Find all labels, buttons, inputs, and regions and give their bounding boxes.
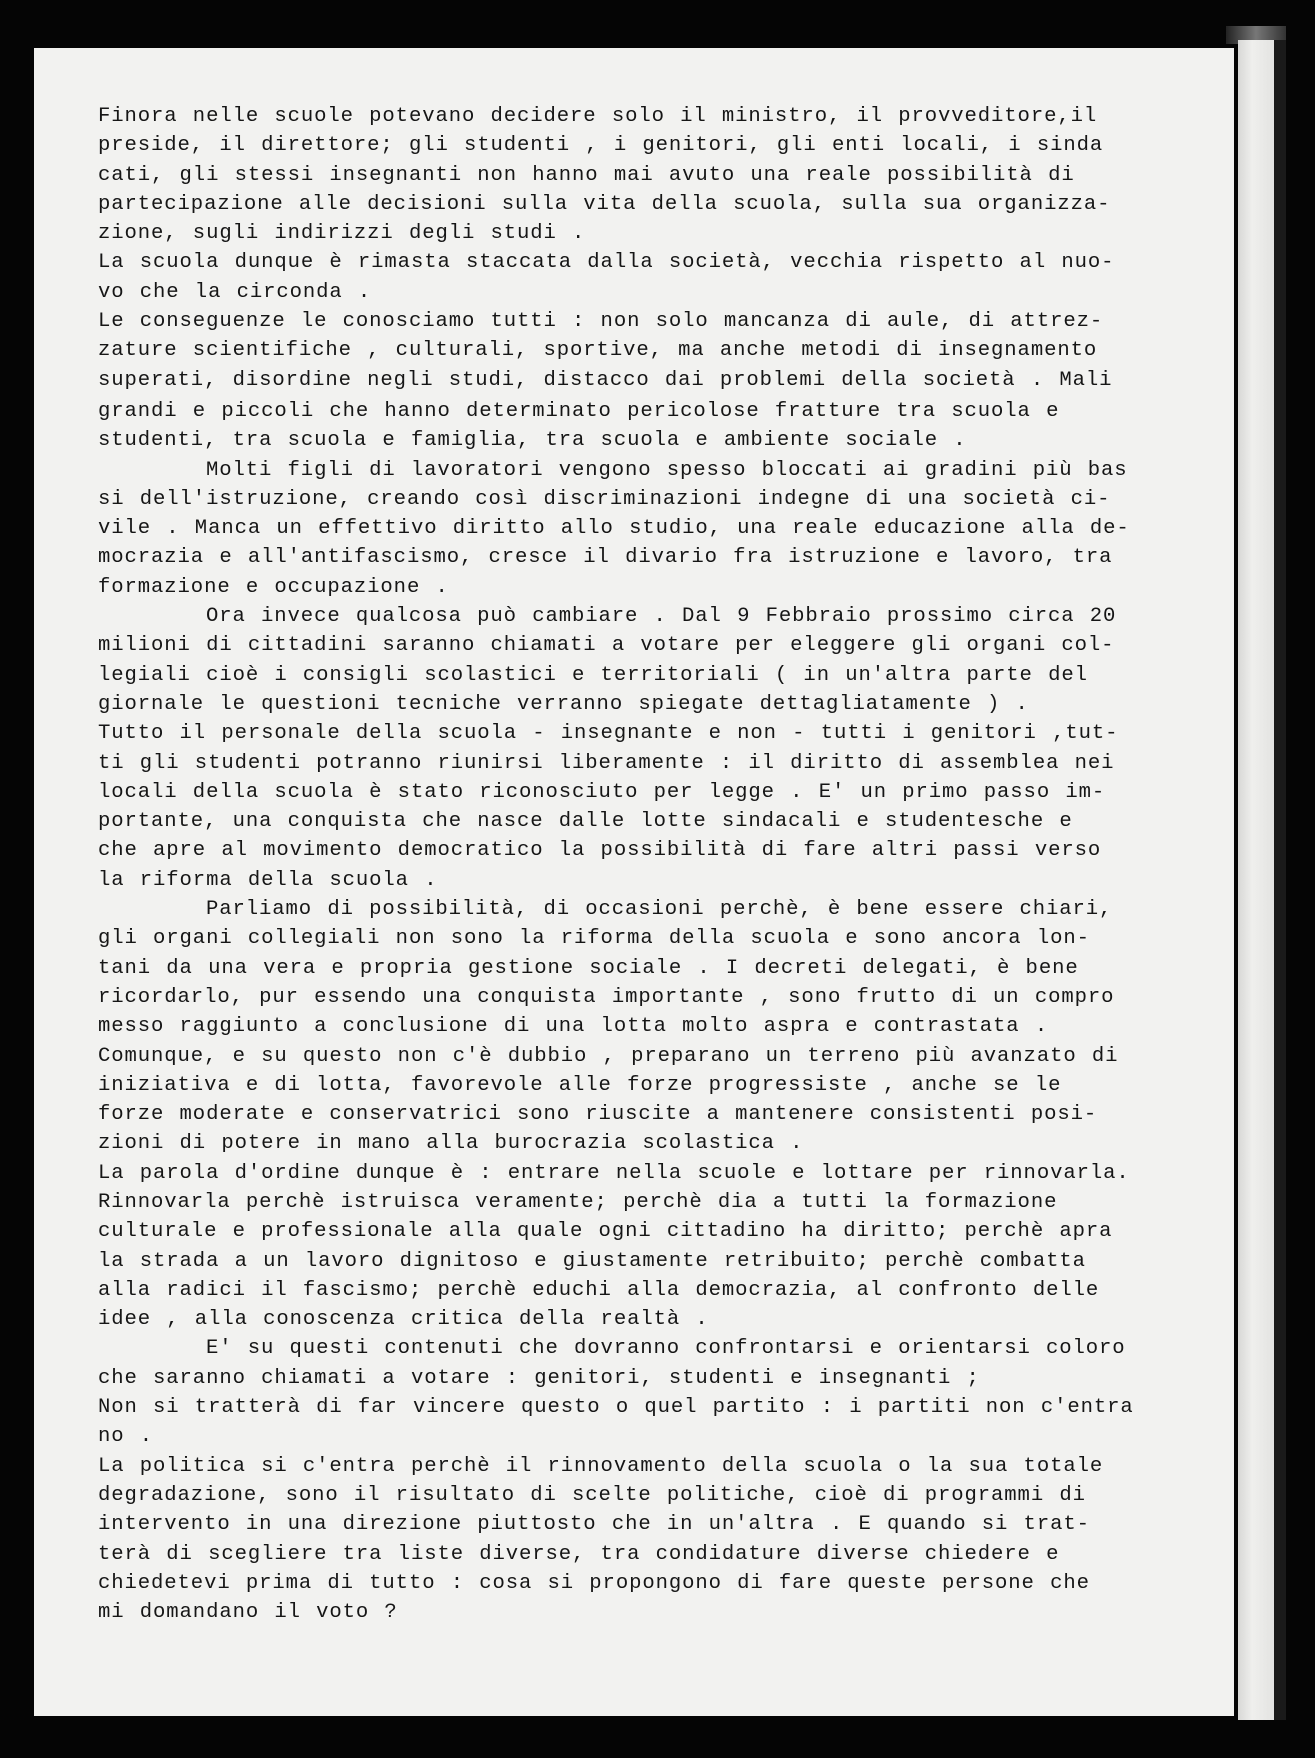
text-line: vile . Manca un effettivo diritto allo studio, una reale educazione alla de- — [98, 517, 1130, 541]
text-line: Comunque, e su questo non c'è dubbio , preparano un terreno più avanzato di — [98, 1044, 1119, 1068]
text-line: Rinnovarla perchè istruisca veramente; perchè dia a tutti la formazione — [98, 1190, 1058, 1214]
text-line: milioni di cittadini saranno chiamati a votare per eleggere gli organi col- — [98, 634, 1115, 658]
text-line: ti gli studenti potranno riunirsi liberamente : il diritto di assemblea nei — [98, 751, 1115, 775]
text-line: giornale le questioni tecniche verranno spiegate dettagliatamente ) . — [98, 692, 1029, 716]
text-line: iniziativa e di lotta, favorevole alle forze progressiste , anche se le — [98, 1073, 1062, 1097]
text-line: La scuola dunque è rimasta staccata dalla società, vecchia rispetto al nuo- — [98, 251, 1115, 275]
text-line: formazione e occupazione . — [98, 575, 449, 599]
text-line: partecipazione alle decisioni sulla vita della scuola, sulla sua organizza- — [98, 192, 1111, 216]
text-line: superati, disordine negli studi, distacco dai problemi della società . Mali — [98, 368, 1113, 392]
text-line: Parliamo di possibilità, di occasioni perchè, è bene essere chiari, — [206, 898, 1113, 922]
text-line: culturale e professionale alla quale ogni cittadino ha diritto; perchè apra — [98, 1220, 1113, 1244]
text-line: Le conseguenze le conosciamo tutti : non solo mancanza di aule, di attrez- — [98, 310, 1104, 334]
text-line: si dell'istruzione, creando così discriminazioni indegne di una società ci- — [98, 487, 1111, 511]
text-line: terà di scegliere tra liste diverse, tra condidature diverse chiedere e — [98, 1542, 1060, 1566]
text-line: Finora nelle scuole potevano decidere solo il ministro, il provveditore,il — [98, 105, 1098, 128]
text-line: vo che la circonda . — [98, 280, 372, 304]
text-line: La politica si c'entra perchè il rinnovamento della scuola o la sua totale — [98, 1454, 1104, 1478]
text-line: ricordarlo, pur essendo una conquista importante , sono frutto di un compro — [98, 985, 1115, 1009]
text-line: no . — [98, 1425, 154, 1449]
text-line: idee , alla conoscenza critica della realtà . — [98, 1308, 709, 1332]
text-line: cati, gli stessi insegnanti non hanno mai avuto una reale possibilità di — [98, 163, 1075, 187]
text-line: intervento in una direzione piuttosto che in un'altra . E quando si trat- — [98, 1513, 1090, 1537]
text-line: Non si tratterà di far vincere questo o quel partito : i partiti non c'entra — [98, 1396, 1134, 1420]
text-line: degradazione, sono il risultato di scelte politiche, cioè di programmi di — [98, 1483, 1086, 1507]
text-line: zature scientifiche , culturali, sportive, ma anche metodi di insegnamento — [98, 339, 1098, 363]
text-line: Tutto il personale della scuola - insegnante e non - tutti i genitori ,tut- — [98, 722, 1119, 746]
text-line: chiedetevi prima di tutto : cosa si propongono di fare queste persone che — [98, 1571, 1090, 1595]
text-line: forze moderate e conservatrici sono riuscite a mantenere consistenti posi- — [98, 1103, 1098, 1127]
text-line: mocrazia e all'antifascismo, cresce il divario fra istruzione e lavoro, tra — [98, 546, 1113, 570]
text-line: che saranno chiamati a votare : genitori, studenti e insegnanti ; — [98, 1366, 980, 1390]
text-line: preside, il direttore; gli studenti , i genitori, gli enti locali, i sinda — [98, 134, 1104, 158]
text-line: grandi e piccoli che hanno determinato pericolose fratture tra scuola e — [98, 399, 1060, 423]
scan-bleed-margin — [1238, 40, 1274, 1720]
text-line: Molti figli di lavoratori vengono spesso bloccati ai gradini più bas — [206, 458, 1128, 482]
text-line: portante, una conquista che nasce dalle lotte sindacali e studentesche e — [98, 810, 1073, 834]
text-line: zioni di potere in mano alla burocrazia scolastica . — [98, 1132, 804, 1156]
text-line: legiali cioè i consigli scolastici e territoriali ( in un'altra parte del — [98, 663, 1088, 687]
text-line: messo raggiunto a conclusione di una lotta molto aspra e contrastata . — [98, 1015, 1049, 1039]
text-line: tani da una vera e propria gestione sociale . I decreti delegati, è bene — [98, 956, 1079, 980]
text-line: locali della scuola è stato riconosciuto per legge . E' un primo passo im- — [98, 780, 1106, 804]
text-line: mi domandano il voto ? — [98, 1601, 398, 1625]
text-line: alla radici il fascismo; perchè educhi alla democrazia, al confronto delle — [98, 1278, 1100, 1302]
text-line: gli organi collegiali non sono la riforma della scuola e sono ancora lon- — [98, 927, 1090, 951]
text-line: zione, sugli indirizzi degli studi . — [98, 222, 586, 246]
document-body — [98, 102, 1238, 1627]
text-line: E' su questi contenuti che dovranno confrontarsi e orientarsi coloro — [206, 1337, 1126, 1361]
text-line: la riforma della scuola . — [98, 868, 438, 892]
text-line: Ora invece qualcosa può cambiare . Dal 9 Febbraio prossimo circa 20 — [206, 605, 1117, 629]
text-line: La parola d'ordine dunque è : entrare nella scuole e lottare per rinnovarla. — [98, 1161, 1130, 1185]
text-line: che apre al movimento democratico la possibilità di fare altri passi verso — [98, 839, 1102, 863]
text-line: la strada a un lavoro dignitoso e giustamente retribuito; perchè combatta — [98, 1249, 1086, 1273]
scan-dark-edge — [1274, 40, 1286, 1720]
text-line: studenti, tra scuola e famiglia, tra scuola e ambiente sociale . — [98, 429, 967, 453]
